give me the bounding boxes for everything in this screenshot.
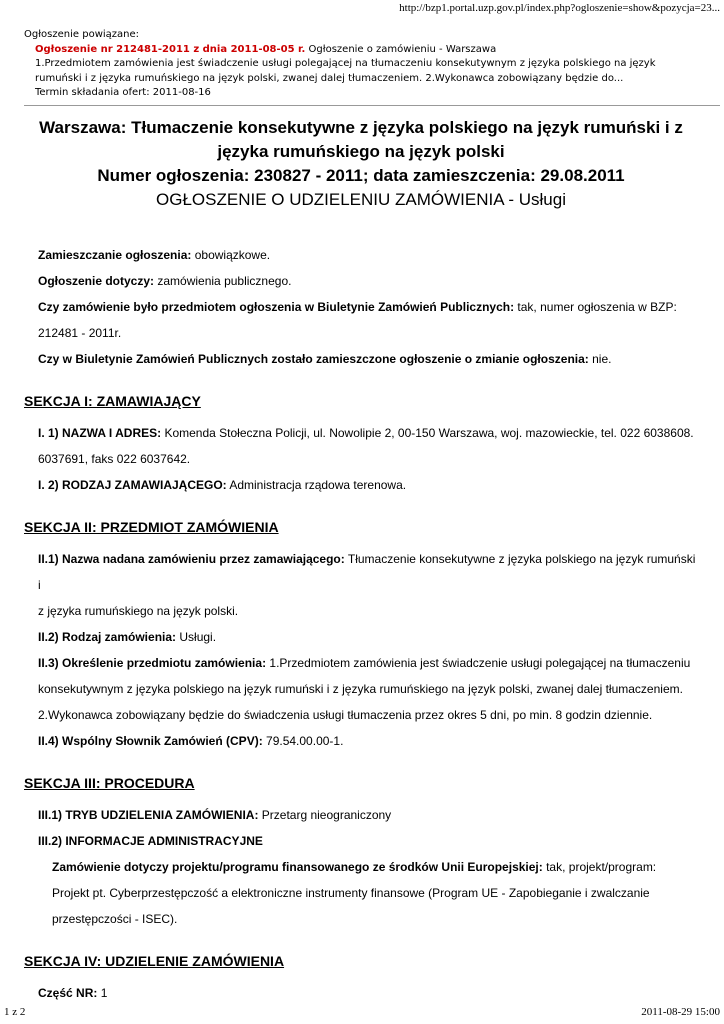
field-value: z języka rumuńskiego na język polski. xyxy=(38,604,239,618)
general-info xyxy=(24,242,700,372)
field-value: Przetarg nieograniczony xyxy=(258,808,392,822)
field-label: III.1) TRYB UDZIELENIA ZAMÓWIENIA: xyxy=(38,808,259,822)
notice-number: Numer ogłoszenia: 230827 - 2011; data zamieszczenia: 29.08.2011 xyxy=(97,166,625,185)
field-label: I. 2) RODZAJ ZAMAWIAJĄCEGO: xyxy=(38,478,227,492)
section-4-title: SEKCJA IV: UDZIELENIE ZAMÓWIENIA xyxy=(24,953,285,969)
notice-type: OGŁOSZENIE O UDZIELENIU ZAMÓWIENIA - Usługi xyxy=(156,190,566,209)
related-title-line xyxy=(35,43,720,58)
field-value: 6037691, faks 022 6037642. xyxy=(38,452,191,466)
field-value: 2.Wykonawca zobowiązany będzie do świadczenia usługi tłumaczenia przez okres 5 dni, po min. 8 godzin dziennie. xyxy=(38,708,653,722)
field-label: I. 1) NAZWA I ADRES: xyxy=(38,426,162,440)
field-value: nie. xyxy=(588,352,612,366)
section-2-title: SEKCJA II: PRZEDMIOT ZAMÓWIENIA xyxy=(24,519,279,535)
field-label: Zamieszczanie ogłoszenia: xyxy=(38,248,192,262)
field-value: Projekt pt. Cyberprzestępczość a elektroniczne instrumenty finansowe (Program UE - Zapobieganie i zwalczanie xyxy=(52,886,650,900)
field-value: 1 xyxy=(97,986,108,1000)
field-value: tak, projekt/program: xyxy=(542,860,657,874)
section-4-body xyxy=(24,980,700,1006)
field-value: 212481 - 2011r. xyxy=(38,326,122,340)
related-heading: Ogłoszenie powiązane: xyxy=(24,29,140,40)
section-3-eu-info xyxy=(24,854,700,932)
field-value: Tłumaczenie konsekutywne z języka polskiego na język rumuński i xyxy=(38,552,696,592)
page-counter: 1 z 2 xyxy=(4,1006,26,1018)
field-label: II.1) Nazwa nadana zamówieniu przez zamawiającego: xyxy=(38,552,345,566)
field-value: przestępczości - ISEC). xyxy=(52,912,178,926)
field-value: Komenda Stołeczna Policji, ul. Nowolipie 2, 00-150 Warszawa, woj. mazowieckie, tel. 022 6038608. xyxy=(161,426,694,440)
related-title-link[interactable]: Ogłoszenie nr 212481-2011 z dnia 2011-08-05 r. xyxy=(35,43,306,55)
print-datetime: 2011-08-29 15:00 xyxy=(641,1006,720,1018)
field-value: zamówienia publicznego. xyxy=(154,274,292,288)
field-label: II.3) Określenie przedmiotu zamówienia: xyxy=(38,656,267,670)
top-divider xyxy=(24,105,720,106)
field-label: Ogłoszenie dotyczy: xyxy=(38,274,155,288)
field-label: Czy zamówienie było przedmiotem ogłoszenia w Biuletynie Zamówień Publicznych: xyxy=(38,300,515,314)
section-1-title: SEKCJA I: ZAMAWIAJĄCY xyxy=(24,393,201,409)
field-value: tak, numer ogłoszenia w BZP: xyxy=(514,300,677,314)
field-value: obowiązkowe. xyxy=(191,248,271,262)
related-title-rest: Ogłoszenie o zamówieniu - Warszawa xyxy=(305,43,497,55)
field-label: Zamówienie dotyczy projektu/programu finansowanego ze środków Unii Europejskiej: xyxy=(52,860,543,874)
section-3-title: SEKCJA III: PROCEDURA xyxy=(24,775,195,791)
notice-header xyxy=(24,116,698,212)
field-value: konsekutywnym z języka polskiego na język rumuński i z języka rumuńskiego na język polski, zwanej dalej tłumaczeniem. xyxy=(38,682,683,696)
field-label: II.2) Rodzaj zamówienia: xyxy=(38,630,177,644)
section-1-body xyxy=(24,420,700,498)
field-value: 79.54.00.00-1. xyxy=(262,734,344,748)
related-summary-line: rumuński i z języka rumuńskiego na język polski, zwanej dalej tłumaczeniem. 2.Wykonawca zobowiązany będzie do... xyxy=(35,72,624,84)
section-3-body xyxy=(24,802,700,854)
related-deadline: Termin składania ofert: 2011-08-16 xyxy=(35,87,211,98)
page-url: http://bzp1.portal.uzp.gov.pl/index.php?ogloszenie=show&pozycja=23... xyxy=(399,2,720,14)
section-2-body xyxy=(24,546,700,754)
notice-title-line: Warszawa: Tłumaczenie konsekutywne z języka polskiego na język rumuński i z xyxy=(39,118,683,137)
field-label: Czy w Biuletynie Zamówień Publicznych zostało zamieszczone ogłoszenie o zmianie ogłoszenia: xyxy=(38,352,589,366)
field-label: Część NR: xyxy=(38,986,98,1000)
field-value: Administracja rządowa terenowa. xyxy=(226,478,407,492)
field-label: III.2) INFORMACJE ADMINISTRACYJNE xyxy=(38,834,263,848)
field-value: 1.Przedmiotem zamówienia jest świadczenie usługi polegającej na tłumaczeniu xyxy=(266,656,691,670)
field-value: Usługi. xyxy=(176,630,217,644)
related-notice xyxy=(24,28,720,101)
field-label: II.4) Wspólny Słownik Zamówień (CPV): xyxy=(38,734,263,748)
notice-content xyxy=(24,242,700,1006)
notice-title-line: języka rumuńskiego na język polski xyxy=(217,142,505,161)
related-summary-line: 1.Przedmiotem zamówienia jest świadczenie usługi polegającej na tłumaczeniu konsekutywnym z języka polskiego na język xyxy=(35,58,656,69)
